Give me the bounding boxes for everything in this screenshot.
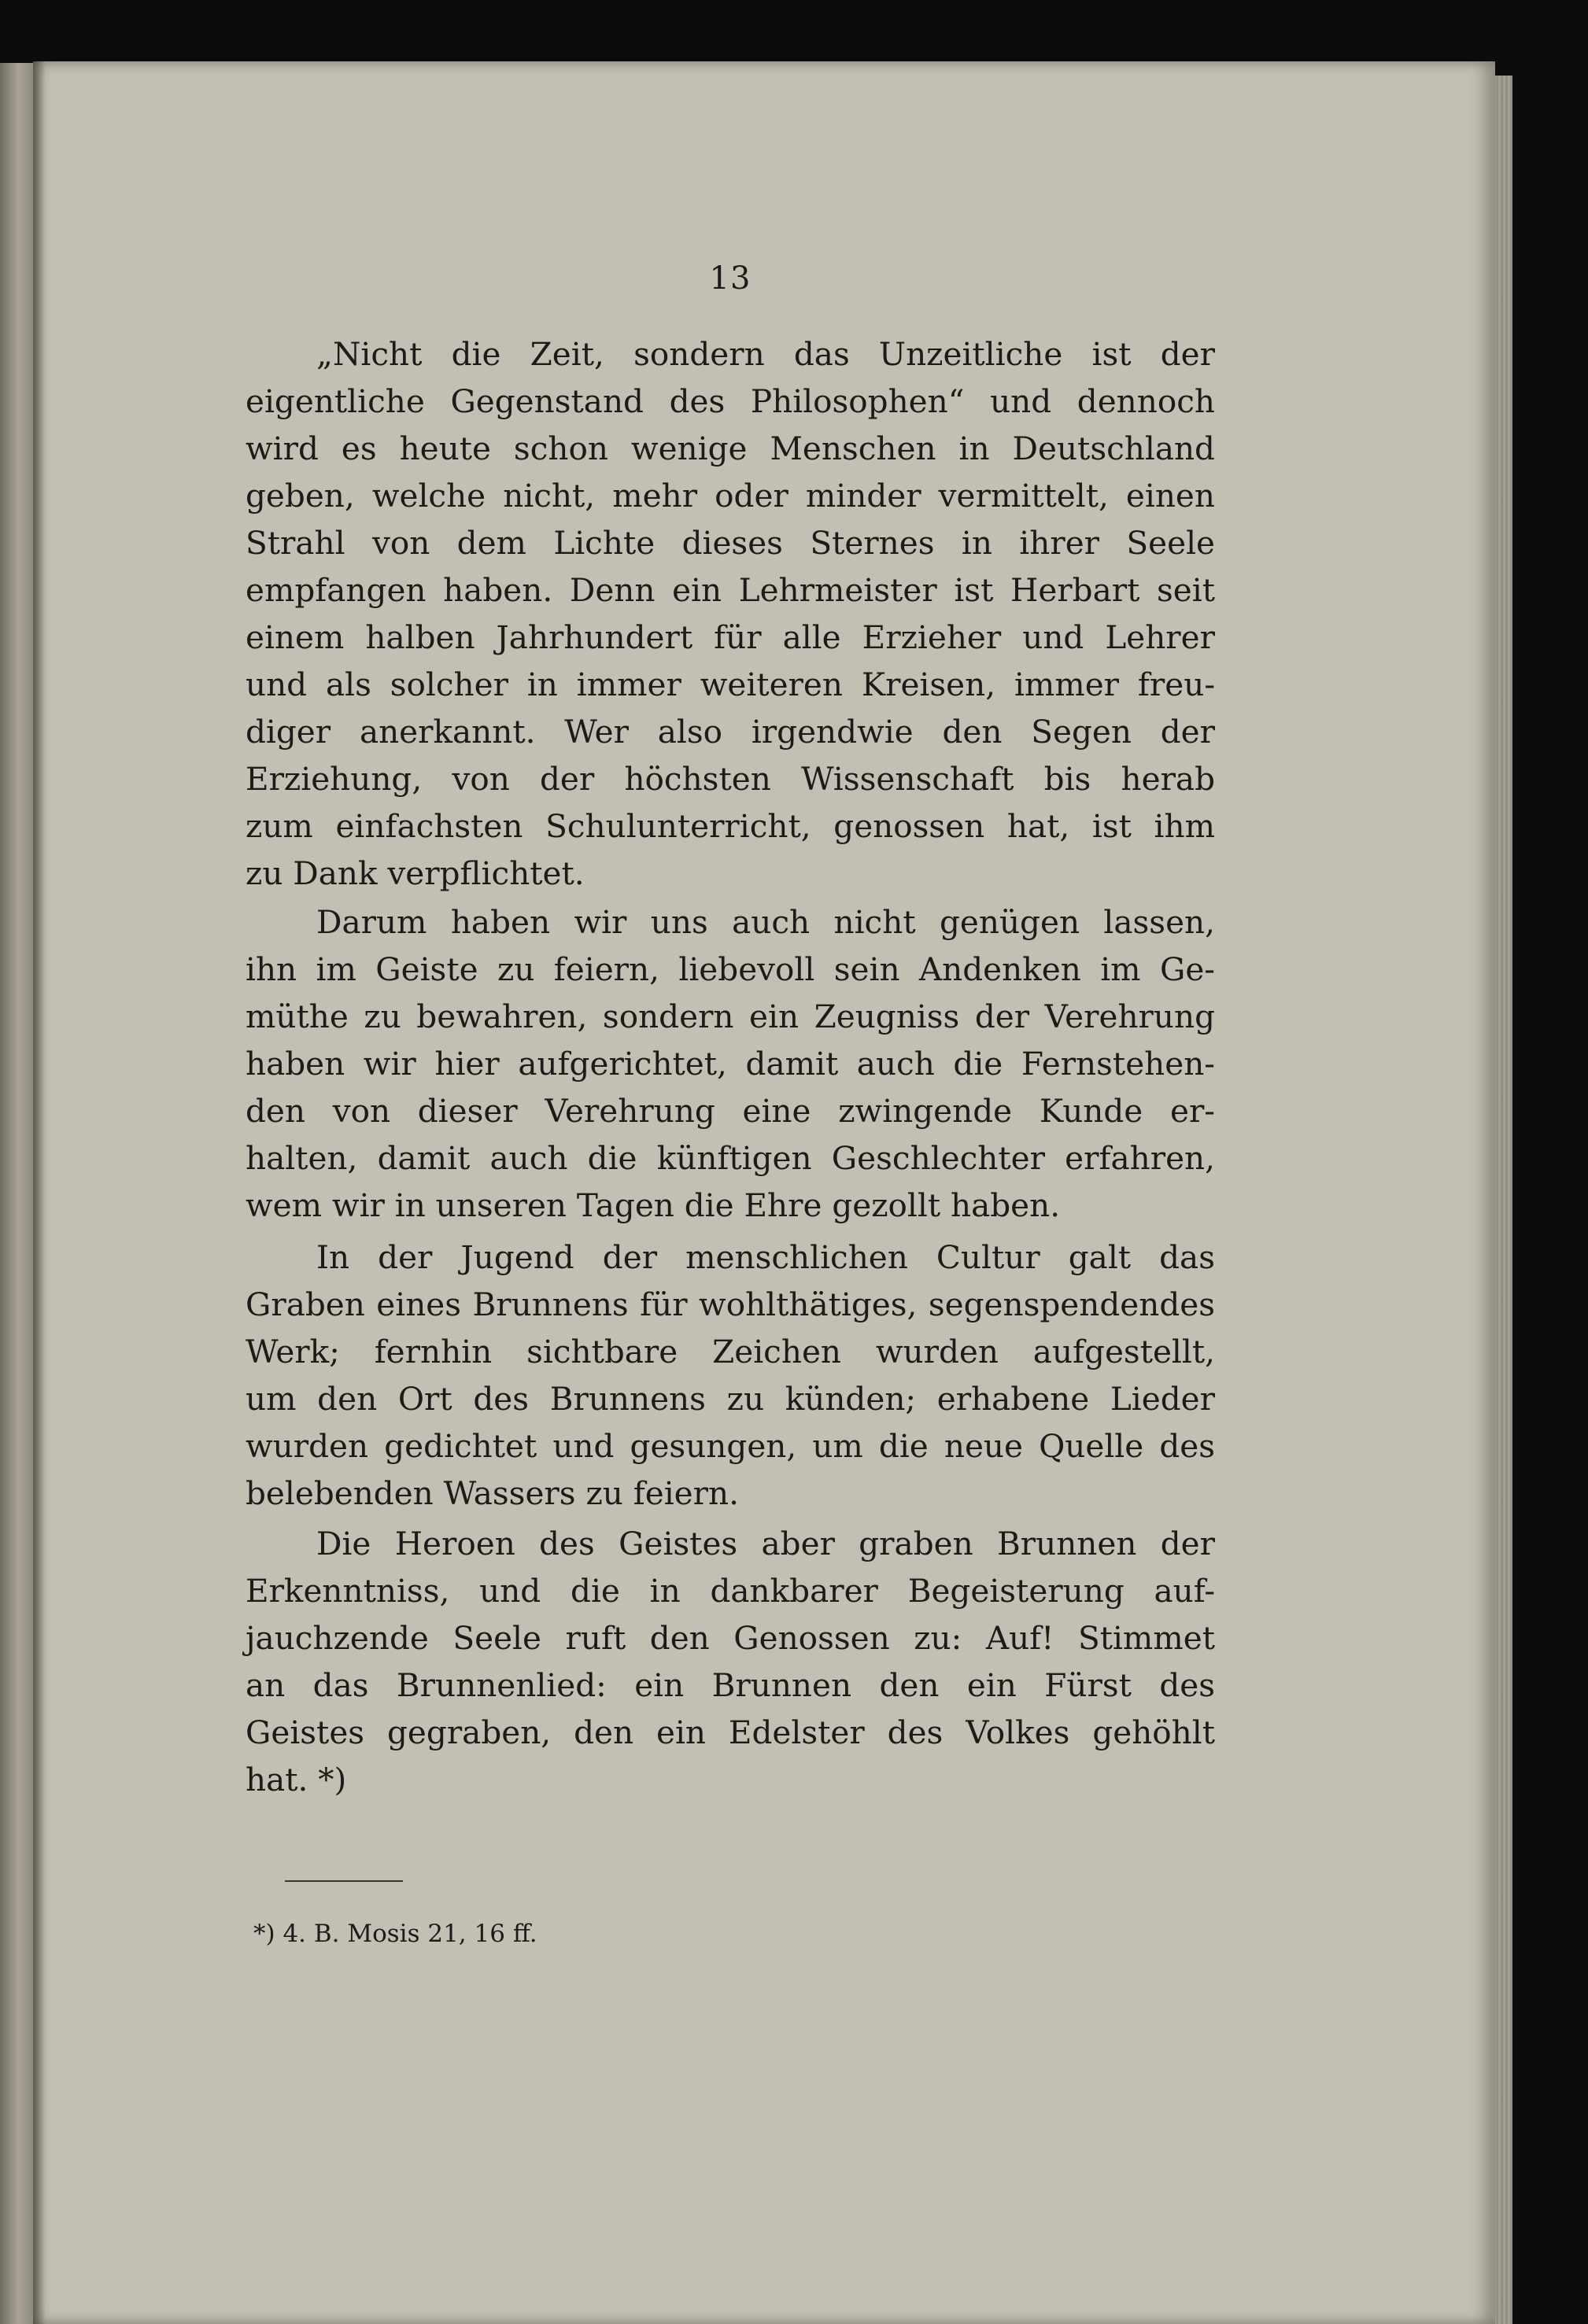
text-line: halten, damit auch die künftigen Geschlechter erfahren, <box>246 1139 1215 1177</box>
text-line: diger anerkannt. Wer also irgendwie den Segen der <box>246 713 1215 751</box>
text-line: Werk; fernhin sichtbare Zeichen wurden aufgestellt, <box>246 1333 1215 1370</box>
text-line: „Nicht die Zeit, sondern das Unzeitliche ist der <box>316 335 1215 373</box>
text-line: um den Ort des Brunnens zu künden; erhabene Lieder <box>246 1380 1215 1418</box>
text-line: Graben eines Brunnens für wohlthätiges, segenspendendes <box>246 1286 1215 1323</box>
text-line: Die Heroen des Geistes aber graben Brunnen der <box>316 1525 1215 1562</box>
text-line: zum einfachsten Schulunterricht, genossen hat, ist ihm <box>246 807 1215 845</box>
text-line: müthe zu bewahren, sondern ein Zeugniss der Verehrung <box>246 998 1215 1035</box>
text-line: eigentliche Gegenstand des Philosophen“ und dennoch <box>246 382 1215 420</box>
text-line: Erziehung, von der höchsten Wissenschaft bis herab <box>246 760 1215 798</box>
footnote: *) 4. B. Mosis 21, 16 ff. <box>253 1920 537 1948</box>
binding-gutter <box>33 61 46 2324</box>
text-line: und als solcher in immer weiteren Kreisen, immer freu- <box>246 666 1215 703</box>
book-block-edge <box>1495 76 1512 2324</box>
text-line: wem wir in unseren Tagen die Ehre gezollt haben. <box>246 1186 1061 1224</box>
text-line: einem halben Jahrhundert für alle Erzieher und Lehrer <box>246 618 1215 656</box>
previous-page-edge <box>0 63 33 2324</box>
text-line: belebenden Wassers zu feiern. <box>246 1474 739 1512</box>
text-line: Erkenntniss, und die in dankbarer Begeisterung auf- <box>246 1572 1215 1610</box>
page-number: 13 <box>709 260 752 297</box>
text-line: In der Jugend der menschlichen Cultur galt das <box>316 1238 1215 1276</box>
text-line: empfangen haben. Denn ein Lehrmeister ist Herbart seit <box>246 571 1215 609</box>
text-line: wurden gedichtet und gesungen, um die neue Quelle des <box>246 1427 1215 1465</box>
text-line: jauchzende Seele ruft den Genossen zu: Auf! Stimmet <box>246 1619 1215 1657</box>
text-line: an das Brunnenlied: ein Brunnen den ein Fürst des <box>246 1666 1215 1704</box>
footnote-rule <box>285 1880 403 1882</box>
text-line: Strahl von dem Lichte dieses Sternes in ihrer Seele <box>246 524 1215 562</box>
text-line: Darum haben wir uns auch nicht genügen lassen, <box>316 903 1215 941</box>
text-line: zu Dank verpflichtet. <box>246 854 585 892</box>
text-line: geben, welche nicht, mehr oder minder vermittelt, einen <box>246 477 1215 515</box>
text-line: haben wir hier aufgerichtet, damit auch die Fernstehen- <box>246 1045 1215 1083</box>
text-line: hat. *) <box>246 1761 347 1798</box>
text-line: wird es heute schon wenige Menschen in Deutschland <box>246 430 1215 467</box>
text-line: ihn im Geiste zu feiern, liebevoll sein Andenken im Ge- <box>246 950 1215 988</box>
text-line: den von dieser Verehrung eine zwingende Kunde er- <box>246 1092 1215 1130</box>
text-line: Geistes gegraben, den ein Edelster des Volkes gehöhlt <box>246 1713 1215 1751</box>
